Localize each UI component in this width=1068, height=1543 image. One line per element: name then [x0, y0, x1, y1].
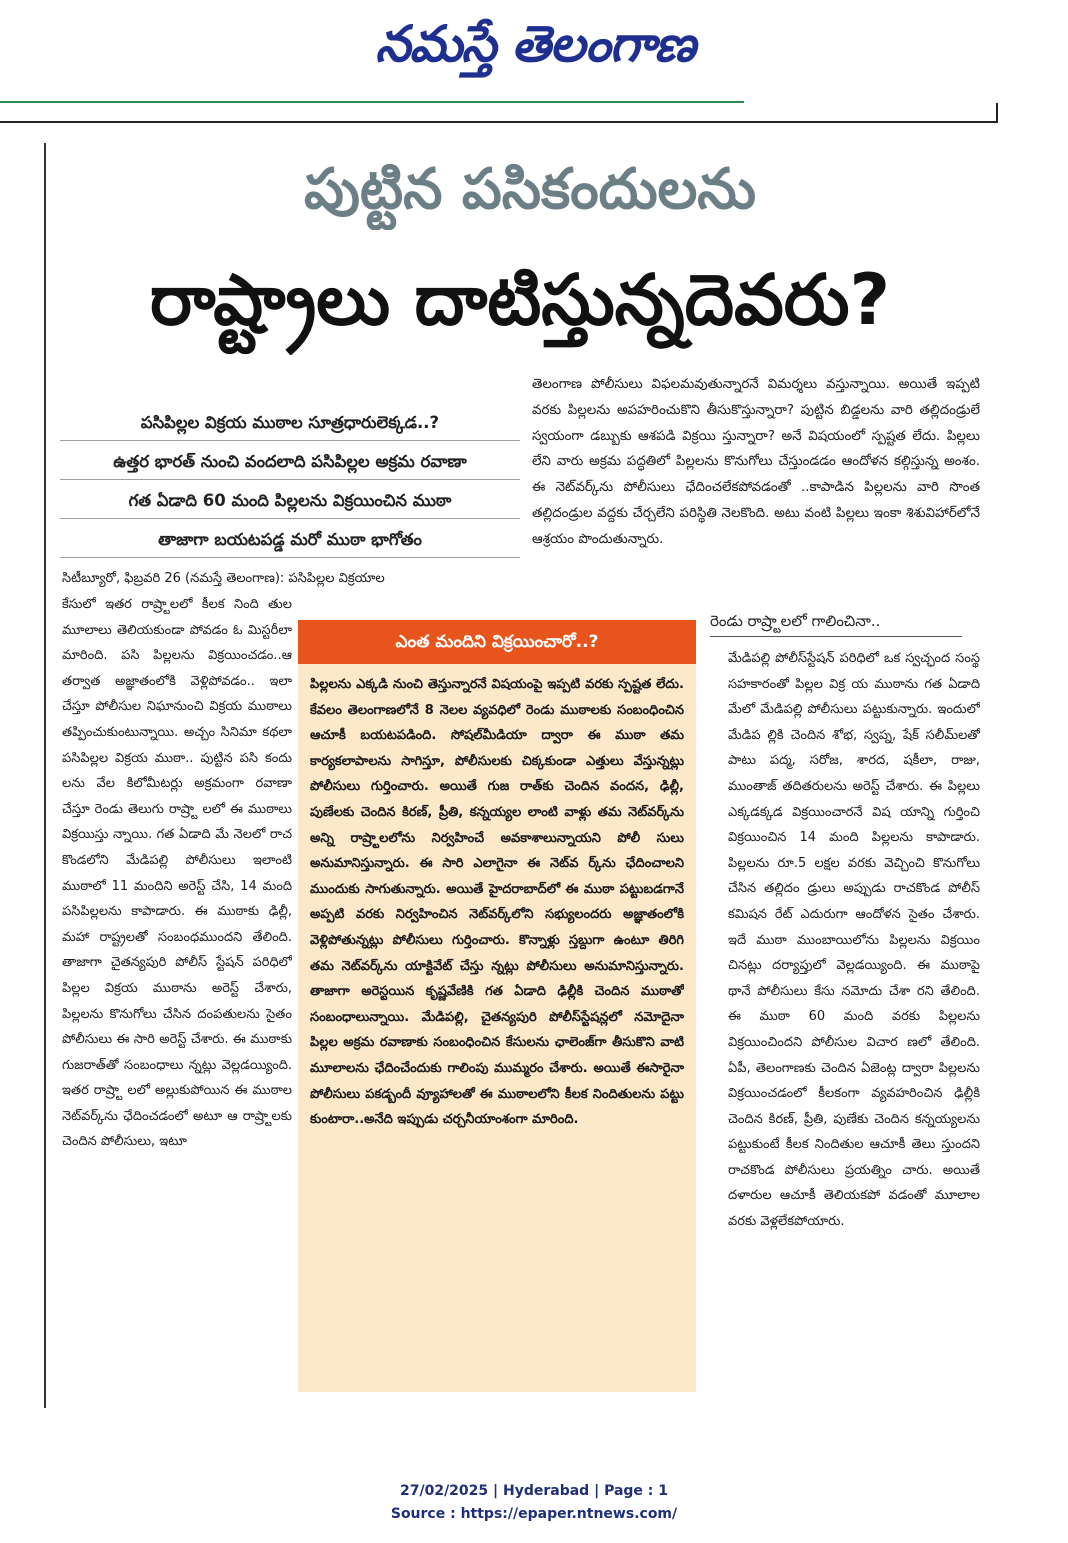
subhead-1: పసిపిల్లల విక్రయ ముఠాల సూత్రధారులెక్కడ..?: [60, 406, 520, 441]
headline-kicker: పుట్టిన పసికందులను: [304, 157, 756, 222]
sidebar-box-body: పిల్లలను ఎక్కడి నుంచి తెస్తున్నారనే విషయంపై ఇప్పటి వరకు స్పష్టత లేదు. కేవలం తెలంగాణలోనే 8 నెలల వ్యవధిలో రెండు ముఠాలకు సంబంధించిన ఆచూకీ బయటపడింది. సోషల్‌మీడియా ద్వారా ఈ ముఠా తమ కార్యకలాపాలను సాగిస్తూ, పోలీసులకు చిక్కకుండా ఎత్తులు వేస్తున్నట్లు పోలీసులు గుర్తించారు. అయితే గుజ రాత్‌కు చెందిన వందన, ఢిల్లీ, పుణేలకు చెందిన కిరణ్‌, ప్రీతి, కన్నయ్యల లాంటి వాళ్లు తమ నెట్‌వర్క్‌ను అన్ని రాష్ర్టాలలోను నిర్వహించే అవకాశాలున్నాయని పోలీ సులు అనుమానిస్తున్నారు. ఈ సారి ఎలాగైనా ఈ నెట్‌వ ర్క్‌ను ఛేదించాలని ముందుకు సాగుతున్నారు. అయితే హైదరాబాద్‌లో ఈ ముఠా పట్టుబడగానే అప్పటి వరకు నిర్వహించిన నెట్‌వర్క్‌లోని సభ్యులందరు అజ్ఞాతంలోకి వెళ్లిపోతున్నట్లు పోలీసులు గుర్తించారు. కొన్నాళ్లు స్తబ్దుగా ఉంటూ తిరిగి తమ నెట్‌వర్క్‌ను యాక్టివేట్‌ చేస్తు న్నట్లు పోలీసులు అనుమానిస్తున్నారు. తాజాగా అరెస్టయిన కృష్ణవేణికి గత ఏడాది ఢిల్లీకి చెందిన ముఠాతో సంబంధాలున్నాయి. మేడిపల్లి, చైతన్యపురి పోలీస్‌స్టేషన్లలో నమోదైనా పిల్లల అక్రమ రవాణాకు సంబంధించిన కేసులను ఛాలెంజ్‌గా తీసుకొని వాటి మూలాలను ఛేదించేందుకు గాలింపు ముమ్మరం చేశారు. అయితే ఈసారైనా పోలీసులు పకడ్బందీ వ్యూహాలతో ఈ ముఠాలలోని కీలక నిందితులను పట్టు కుంటారా..అనేది ఇప్పుడు చర్చనీయాంశంగా మారింది.: [310, 677, 684, 1128]
footer-date-line: 27/02/2025 | Hyderabad | Page : 1: [399, 1483, 669, 1499]
sidebar-box: [298, 620, 696, 1392]
page-frame-top: [0, 121, 998, 123]
masthead-rule: [0, 101, 744, 103]
subsection-title: రెండు రాష్ర్టాలలో గాలించినా..: [710, 606, 962, 637]
subhead-3: గత ఏడాది 60 మంది పిల్లలను విక్రయించిన ముఠా: [60, 484, 520, 519]
masthead-logo: నమస్తే తెలంగాణ: [375, 15, 695, 73]
article-dateline: సిటీబ్యూరో, ఫిబ్రవరి 26 (నమస్తే తెలంగాణ): పసిపిల్లల విక్రయాల: [62, 571, 385, 586]
article-right-column: మేడిపల్లి పోలీస్‌స్టేషన్‌ పరిధిలో ఒక స్వచ్ఛంద సంస్థ సహకారంతో పిల్లల విక్ర య ముఠాను గత ఏడాది మేలో మేడిపల్లి పోలీసులు పట్టుకున్నారు. ఇందులో మేడిప ల్లికి చెందిన శోభ, స్వప్న, షేక్‌ సలీమ్‌లతో పాటు పద్మ, సరోజ, శారద, షకీలా, రాజు, ముంతాజ్‌ తదితరులను అరెస్ట్‌ చేశారు. ఈ పిల్లలు ఎక్కడక్కడ విక్రయించారనే విష యాన్ని గుర్తించి విక్రయించిన 14 మంది పిల్లలను కాపాడారు. పిల్లలను రూ.5 లక్షల వరకు వెచ్చించి కొనుగోలు చేసిన తల్లిదం డ్రులు అప్పుడు రాచకొండ పోలీస్‌ కమిషన రేట్‌ ఎదురుగా ఆందోళన సైతం చేశారు. ఇదే ముఠా ముంబాయిలోను పిల్లలను విక్రయిం చినట్లు దర్యాప్తులో వెల్లడయ్యింది. ఈ ముఠాపై థానే పోలీసులు కేసు నమోదు చేశా రని తేలింది. ఈ ముఠా 60 మంది వరకు పిల్లలను విక్రయించిందని పోలీసుల విచార ణలో తేలింది. ఏపీ, తెలంగాణకు చెందిన ఏజెంట్ల ద్వారా పిల్లలను విక్రయించడంలో కీలకంగా వ్యవహరించిన ఢిల్లీకి చెందిన కిరణ్‌, ప్రీతి, పుణేకు చెందిన కన్నయ్యలను పట్టుకుంటే కీలక నిందితుల ఆచూకీ తెలు స్తుందని రాచకొండ పోలీసులు ప్రయత్నిం చారు. అయితే దళారుల ఆచూకీ తెలియకపో వడంతో మూలాల వరకు వెళ్లలేకపోయారు.: [728, 651, 980, 1230]
masthead: [0, 0, 1068, 100]
article-right-top-column: తెలంగాణ పోలీసులు విఫలమవుతున్నారనే విమర్శలు వస్తున్నాయి. అయితే ఇప్పటి వరకు పిల్లలను అపహరించుకొని తీసుకొస్తున్నారా? పుట్టిన బిడ్డలను వారి తల్లిదండ్రులే స్వయంగా డబ్బుకు ఆశపడి విక్రయి స్తున్నారా? అనే విషయంలో స్పష్టత లేదు. పిల్లలు లేని వారు అక్రమ పద్ధతిలో పిల్లలను కొనుగోలు చేస్తుండడం ఆందోళన కల్గిస్తున్న అంశం. ఈ నెట్‌వర్క్‌ను పోలీసులు ఛేదించలేకపోవడంతో ..కాపాడిన పిల్లలను వారి సొంత తల్లిదండ్రుల వద్దకు చేర్చలేని పరిస్థితి నెలకొంది. అటు వంటి పిల్లలు ఇంకా శిశువిహార్‌లోనే ఆశ్రయం పొందుతున్నారు.: [532, 377, 980, 547]
article-left-column: కేసులో ఇతర రాష్ర్టాలలో కీలక నింది తుల మూలాలు తెలియకుండా పోవడం ఓ మిస్టరీలా మారింది. పసి పిల్లలను విక్రయించడం..ఆ తర్వాత అజ్ఞాతంలోకి వెళ్లిపోవడం.. ఇలా చేస్తూ పోలీసుల నిఘానుంచి విక్రయ ముఠాలు తప్పించుకుంటున్నాయి. అచ్చం సినిమా కథలా పసిపిల్లల విక్రయ ముఠా.. పుట్టిన పసి కందు లను వేల కిలోమీటర్లు అక్రమంగా రవాణా చేస్తూ రెండు తెలుగు రాష్ర్టా లలో ఈ ముఠాలు విక్రయిస్తు న్నాయి. గత ఏడాది మే నెలలో రాచ కొండలోని మేడిపల్లి పోలీసులు ఇలాంటి ముఠాలో 11 మందిని అరెస్ట్‌ చేసి, 14 మంది పసిపిల్లలను కాపాడారు. ఈ ముఠాకు ఢిల్లీ, మహా రాష్ట్రలతో సంబంధముందని తేలింది. తాజాగా చైతన్యపురి పోలీస్‌ స్టేషన్‌ పరిధిలో పిల్లల విక్రయ ముఠాను అరెస్ట్‌ చేశారు, పిల్లలను కొనుగోలు చేసిన దంపతులను సైతం పోలీసులు ఈ సారి అరెస్ట్‌ చేశారు. ఈ ముఠాకు గుజరాత్‌తో సంబంధాలు న్నట్లు వెల్లడయ్యింది. ఇతర రాష్ర్టా లలో అల్లుకుపోయిన ఈ ముఠాల నెట్‌వర్క్‌ను ఛేదించడంలో అటూ ఆ రాష్ర్టాలకు చెందిన పోలీసులు, ఇటూ: [62, 597, 292, 1150]
page-frame-corner: [996, 103, 998, 123]
subhead-4: తాజాగా బయటపడ్డ మరో ముఠా భాగోతం: [60, 523, 520, 558]
footer-source-line: Source : https://epaper.ntnews.com/: [390, 1506, 678, 1522]
headline-main: రాష్ట్రాలు దాటిస్తున్నదెవరు?: [149, 259, 891, 341]
sidebar-box-title: ఎంత మందిని విక్రయించారో..?: [298, 620, 696, 664]
subhead-2: ఉత్తర భారత్‌ నుంచి వందలాది పసిపిల్లల అక్రమ రవాణా: [60, 445, 520, 480]
